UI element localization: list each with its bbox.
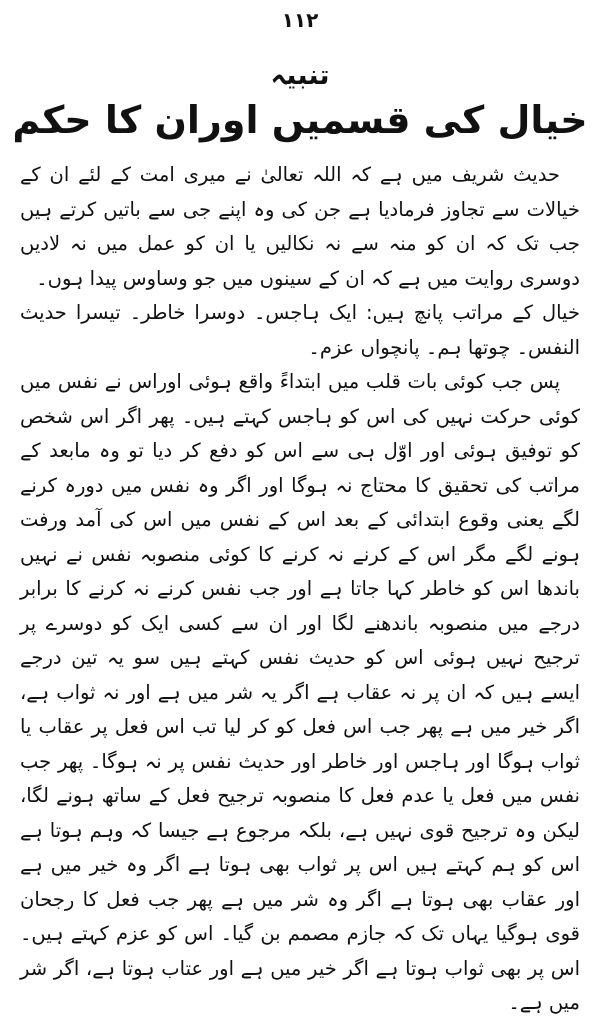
page-number: ۱۱۲ bbox=[281, 8, 319, 32]
paragraph-levels: خیال کے مراتب پانچ ہیں: ایک ہاجس۔ دوسرا خاطر۔ تیسرا حدیث النفس۔ چوتھا ہم۔ پانچواں عزم۔ bbox=[20, 301, 580, 359]
section-heading: تنبیہ bbox=[270, 60, 330, 91]
page-title: خیال کی قسمیں اوران کا حکم bbox=[12, 98, 588, 142]
body-text bbox=[20, 158, 580, 1021]
paragraph-explanation: پس جب کوئی بات قلب میں ابتداءً واقع ہوئی اوراس نے نفس میں کوئی حرکت نہیں کی اس کو ہاجس کہتے ہیں۔ پھر اگر اس شخص کو توفیق ہوئی اور اوّل ہی سے اس کو دفع کر دیا تو وہ مابعد کے مراتب کی تحقیق کا محتاج نہ ہوگا اور اگر وہ نفس میں دورہ کرنے لگے یعنی وقوع ابتدائی کے بعد اس کے نفس میں اس کی آمد ورفت ہونے لگے مگر اس کے کرنے نہ کرنے کا کوئی منصوبہ نفس نے نہیں باندھا اس کو خاطر کہا جاتا ہے اور جب نفس کرنے نہ کرنے کا برابر درجے میں منصوبہ باندھنے لگا اور ان سے کسی ایک کو دوسرے پر ترجیح نہیں ہوئی اس کو حدیث نفس کہتے ہیں سو یہ تین درجے ایسے ہیں کہ ان پر نہ عقاب ہے اگر یہ شر میں ہے اور نہ ثواب ہے، اگر خیر میں ہے پھر جب اس فعل کو کر لیا تب اس فعل پر عقاب یا ثواب ہوگا اور ہاجس اور خاطر اور حدیث نفس پر نہ ہوگا۔ پھر جب نفس میں فعل یا عدم فعل کا منصوبہ ترجیح فعل کے ساتھ ہونے لگا، لیکن وہ ترجیح قوی نہیں ہے، بلکہ مرجوع ہے جیسا کہ وہم ہوتا ہے اس کو ہم کہتے ہیں اس پر ثواب بھی ہوتا ہے اگر وہ خیر میں ہے اور عقاب بھی ہوتا ہے اگر وہ شر میں ہے پھر جب فعل کا رجحان قوی ہوگیا یہاں تک کہ جازم مصمم بن گیا۔ اس کو عزم کہتے ہیں۔ اس پر بھی ثواب ہوتا ہے اگر خیر میں ہے اور عتاب ہوتا ہے، اگر شر میں ہے۔ bbox=[20, 370, 580, 1014]
paragraph-hadith: حدیث شریف میں ہے کہ اللہ تعالیٰ نے میری امت کے لئے ان کے خیالات سے تجاوز فرمادیا ہے جن کی وہ اپنے جی سے باتیں کرتے ہیں جب تک کہ ان کو منہ سے نہ نکالیں یا ان کو عمل میں نہ لادیں دوسری روایت میں ہے کہ ان کے سینوں میں جو وساوس پیدا ہوں۔ bbox=[20, 163, 580, 290]
